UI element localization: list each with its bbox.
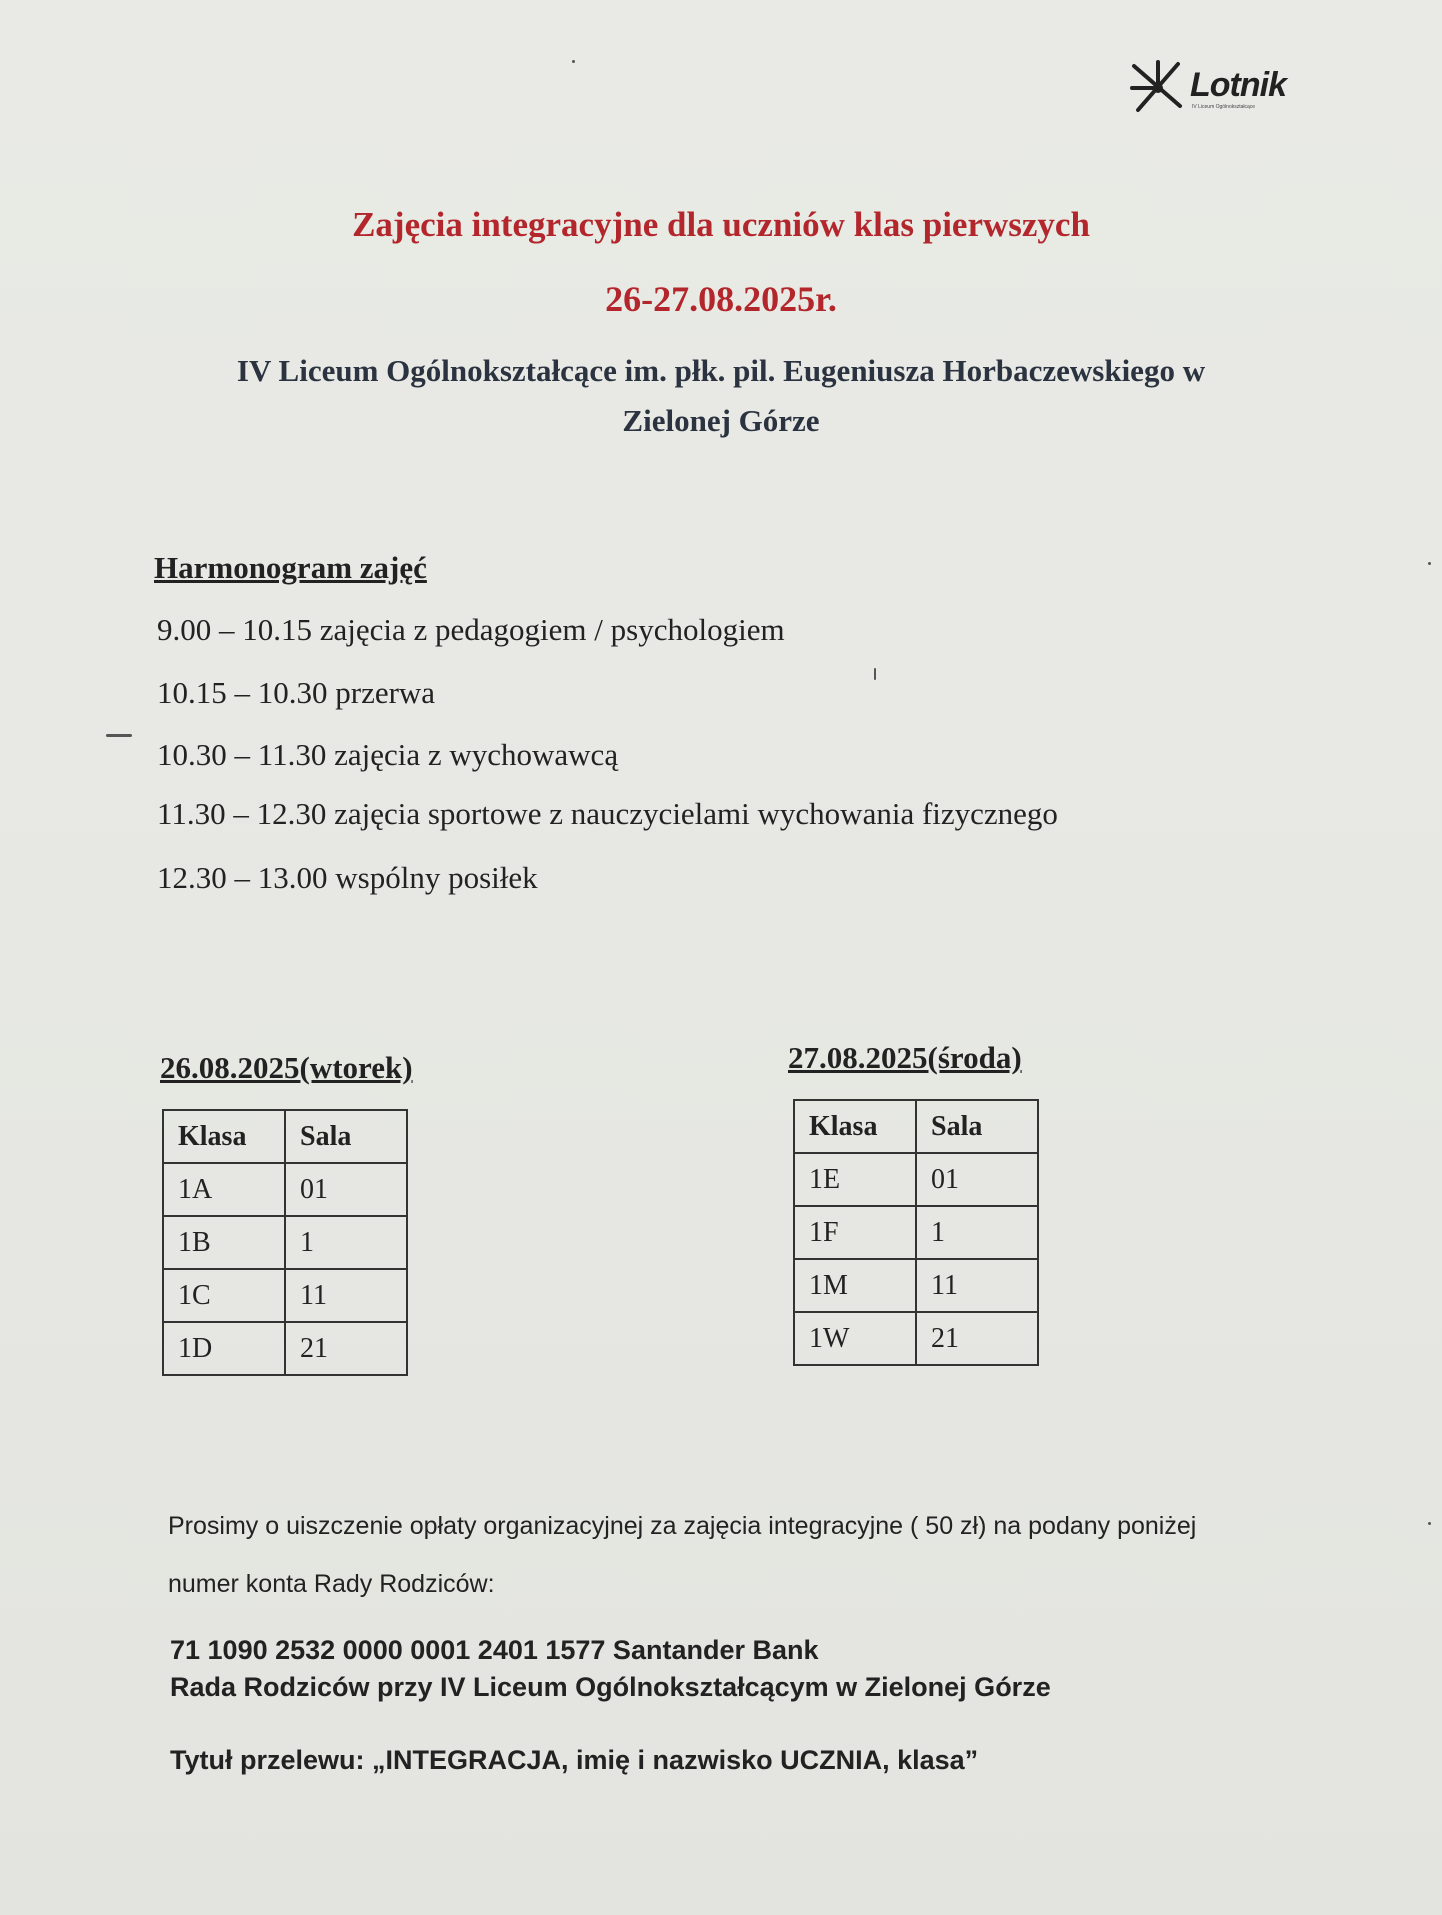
day-2-class-table [793, 1099, 1039, 1366]
room-cell: 21 [916, 1312, 1038, 1365]
schedule-heading: Harmonogram zajęć [154, 550, 427, 585]
table-header-row [794, 1100, 1038, 1153]
school-logo [1128, 58, 1308, 118]
logo-subtitle: IV Liceum Ogólnokształcące [1192, 104, 1256, 110]
paper-speck [1428, 1522, 1431, 1525]
table-row [163, 1269, 407, 1322]
paper-speck [106, 734, 132, 737]
room-cell: 11 [916, 1259, 1038, 1312]
table-row [794, 1153, 1038, 1206]
room-cell: 01 [916, 1153, 1038, 1206]
propeller-icon [1128, 58, 1188, 118]
table-row [794, 1206, 1038, 1259]
school-name [150, 346, 1292, 446]
schedule-item: 11.30 – 12.30 zajęcia sportowe z nauczycielami wychowania fizycznego [157, 796, 1058, 831]
room-cell: 1 [285, 1216, 407, 1269]
class-cell: 1W [794, 1312, 916, 1365]
table-row [163, 1322, 407, 1375]
school-name-line-2: Zielonej Górze [622, 403, 820, 438]
bank-account-number: 71 1090 2532 0000 0001 2401 1577 Santander Bank [170, 1635, 819, 1665]
column-header: Klasa [794, 1100, 916, 1153]
class-cell: 1B [163, 1216, 285, 1269]
table-row [794, 1312, 1038, 1365]
column-header: Sala [285, 1110, 407, 1163]
payment-note-line-2: numer konta Rady Rodziców: [168, 1570, 495, 1598]
table-row [794, 1259, 1038, 1312]
event-dates: 26-27.08.2025r. [605, 279, 837, 319]
column-header: Klasa [163, 1110, 285, 1163]
account-recipient: Rada Rodziców przy IV Liceum Ogólnokształcącym w Zielonej Górze [170, 1672, 1051, 1702]
schedule-item: 10.30 – 11.30 zajęcia z wychowawcą [157, 737, 619, 772]
table-header-row [163, 1110, 407, 1163]
room-cell: 01 [285, 1163, 407, 1216]
class-cell: 1E [794, 1153, 916, 1206]
class-cell: 1F [794, 1206, 916, 1259]
schedule-item: 10.15 – 10.30 przerwa [157, 675, 436, 710]
class-cell: 1A [163, 1163, 285, 1216]
school-name-line-1: IV Liceum Ogólnokształcące im. płk. pil. Eugeniusza Horbaczewskiego w [236, 353, 1206, 388]
paper-speck [572, 60, 575, 63]
class-cell: 1D [163, 1322, 285, 1375]
day-1-heading: 26.08.2025(wtorek) [160, 1050, 413, 1085]
room-cell: 11 [285, 1269, 407, 1322]
payment-note-line-1: Prosimy o uiszczenie opłaty organizacyjnej za zajęcia integracyjne ( 50 zł) na podany poniżej [168, 1512, 1197, 1540]
room-cell: 21 [285, 1322, 407, 1375]
paper-speck [874, 668, 876, 680]
room-cell: 1 [916, 1206, 1038, 1259]
table-row [163, 1216, 407, 1269]
paper-speck [1428, 562, 1431, 565]
transfer-title: Tytuł przelewu: „INTEGRACJA, imię i nazwisko UCZNIA, klasa” [170, 1745, 979, 1775]
day-2-heading: 27.08.2025(środa) [788, 1040, 1022, 1075]
schedule-item: 9.00 – 10.15 zajęcia z pedagogiem / psychologiem [157, 612, 785, 647]
class-cell: 1C [163, 1269, 285, 1322]
column-header: Sala [916, 1100, 1038, 1153]
day-1-class-table [162, 1109, 408, 1376]
page-title: Zajęcia integracyjne dla uczniów klas pierwszych [352, 205, 1090, 244]
schedule-item: 12.30 – 13.00 wspólny posiłek [157, 860, 538, 895]
table-row [163, 1163, 407, 1216]
class-cell: 1M [794, 1259, 916, 1312]
logo-wordmark: Lotnik [1190, 66, 1286, 104]
